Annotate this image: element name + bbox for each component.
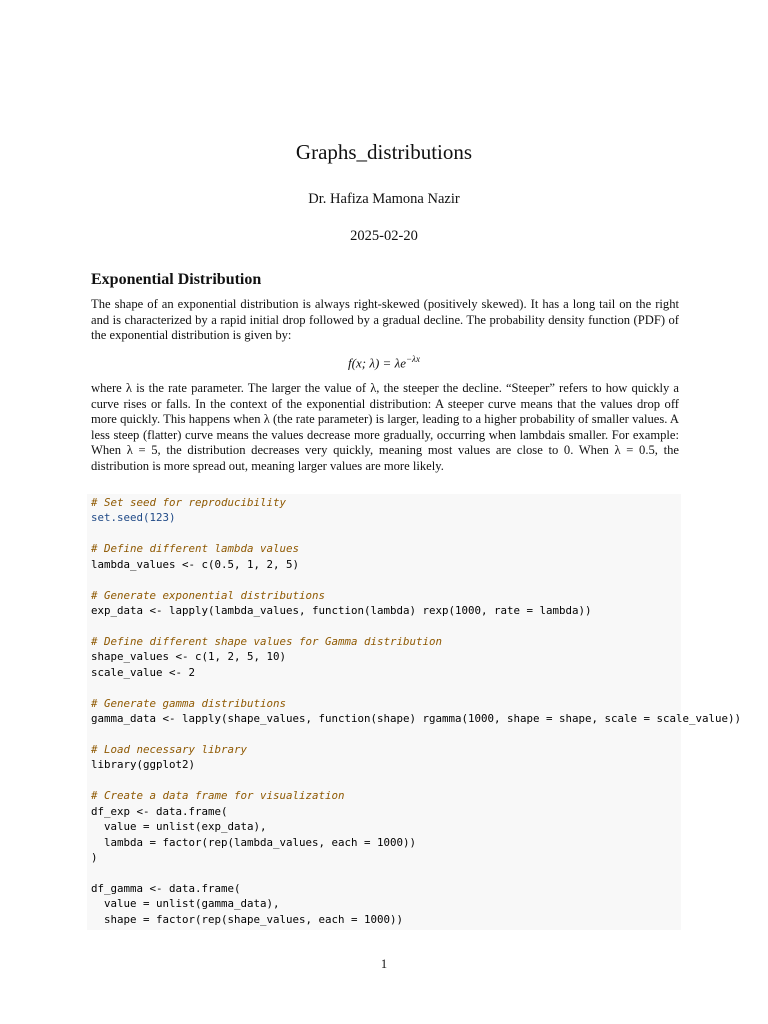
code-line — [91, 866, 741, 881]
section-heading: Exponential Distribution — [91, 271, 262, 288]
paragraph-explanation: where λ is the rate parameter. The larger the value of λ, the steeper the decline. “Steeper” refers to how quickly a curve rises or falls. In the context of the exponential distribution: A steeper curve means that the values drop off more quickly. This happens when λ (the rate parameter) is larger, leading to a higher probability of smaller values. A less steep (flatter) curve means the values decrease more gradually, occurring when lambdais smaller. For example: When λ = 5, the distribution decreases very quickly, meaning most values are close to 0. When λ = 0.5, the distribution is more spread out, meaning larger values are more likely. — [91, 381, 679, 473]
code-line: # Define different shape values for Gamma distribution — [91, 634, 443, 648]
code-line: shape = factor(rep(shape_values, each = 1000)) — [91, 912, 404, 926]
code-line: # Generate exponential distributions — [91, 588, 326, 602]
document-date: 2025-02-20 — [350, 228, 418, 244]
formula-base: f(x; λ) = λe — [348, 355, 406, 371]
code-line: exp_data <- lapply(lambda_values, function(lambda) rexp(1000, rate = lambda)) — [91, 604, 592, 618]
document-title: Graphs_distributions — [295, 140, 473, 164]
code-line: lambda = factor(rep(lambda_values, each = 1000)) — [91, 835, 417, 849]
code-line: value = unlist(gamma_data), — [91, 897, 280, 911]
code-line — [91, 619, 741, 634]
code-line: df_gamma <- data.frame( — [91, 881, 241, 895]
code-block — [91, 495, 741, 927]
code-line: # Generate gamma distributions — [91, 696, 287, 710]
code-line: set.seed(123) — [91, 511, 176, 525]
code-line: scale_value <- 2 — [91, 665, 196, 679]
code-line — [91, 526, 741, 541]
code-line: shape_values <- c(1, 2, 5, 10) — [91, 650, 287, 664]
pdf-formula — [0, 354, 768, 371]
code-line: df_exp <- data.frame( — [91, 804, 228, 818]
code-line — [91, 572, 741, 587]
code-line: value = unlist(exp_data), — [91, 820, 267, 834]
code-line: lambda_values <- c(0.5, 1, 2, 5) — [91, 557, 300, 571]
code-line — [91, 727, 741, 742]
code-line — [91, 680, 741, 695]
document-author: Dr. Hafiza Mamona Nazir — [308, 191, 460, 207]
code-line: gamma_data <- lapply(shape_values, function(shape) rgamma(1000, shape = shape, scale = scale_value)) — [91, 712, 742, 726]
code-line: # Set seed for reproducibility — [91, 496, 287, 509]
page-number: 1 — [380, 957, 388, 971]
code-line: ) — [91, 851, 98, 865]
code-line: # Define different lambda values — [91, 542, 300, 556]
code-line: # Create a data frame for visualization — [91, 789, 345, 803]
paragraph-intro: The shape of an exponential distribution is always right-skewed (positively skewed). It has a long tail on the right and is characterized by a rapid initial drop followed by a gradual decline. The probability density function (PDF) of the exponential distribution is given by: — [91, 297, 679, 343]
code-line — [91, 773, 741, 788]
formula-exponent: −λx — [405, 354, 420, 364]
code-line: # Load necessary library — [91, 743, 248, 756]
code-line: library(ggplot2) — [91, 758, 196, 772]
